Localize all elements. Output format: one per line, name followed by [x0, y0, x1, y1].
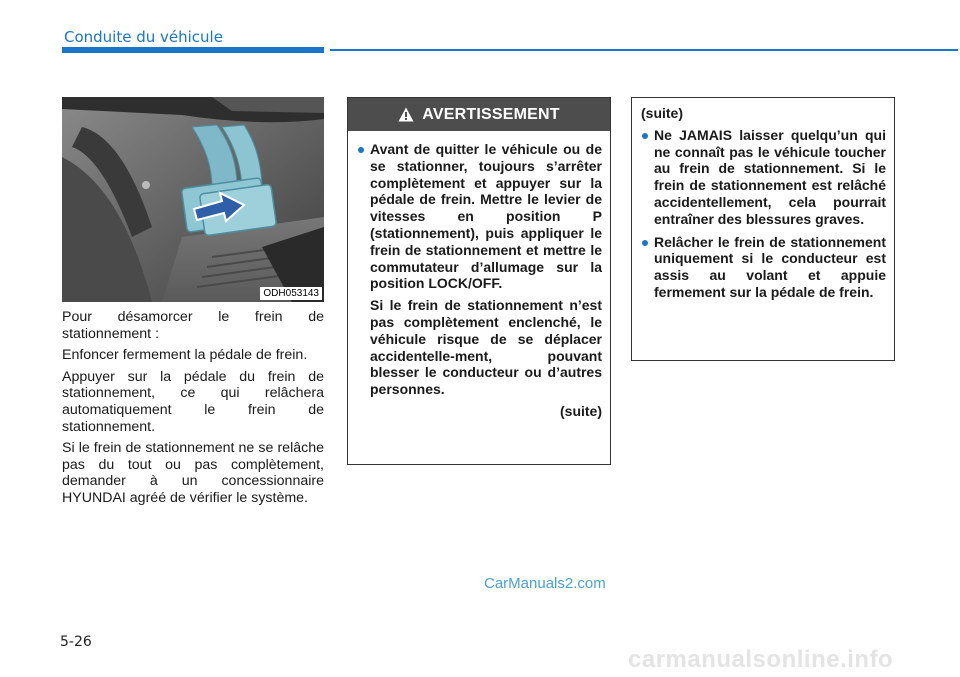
- warning-paragraph: Si le frein de stationnement n’est pas complètement enclenché, le véhicule risque de se déplacer accidentelle-ment, pouvant blesser le conducteur ou d’autres personnes.: [370, 297, 602, 398]
- header-rule-thin: [330, 49, 958, 51]
- parking-brake-pedal-illustration: [62, 97, 324, 302]
- warning-bullet: Avant de quitter le véhicule ou de se stationner, toujours s’arrêter complètement et appuyer sur la pédale de frein. Mettre le levier de vitesses en position P (stationnement), puis appliquer le frein de stationnement et mettre le commutateur d’allumage sur la position LOCK/OFF.: [357, 141, 602, 292]
- warning-triangle-icon: [398, 107, 414, 122]
- footer-watermark: carmanualsonline.info: [628, 646, 894, 673]
- paragraph: Enfoncer fermement la pédale de frein.: [62, 347, 308, 364]
- warning-header: [348, 98, 610, 131]
- parking-brake-photo: [62, 97, 324, 302]
- watermark-link[interactable]: CarManuals2.com: [484, 575, 606, 592]
- warning-continued-box: [631, 97, 895, 361]
- continued-bullet: Ne JAMAIS laisser quelqu’un qui ne connaît pas le véhicule toucher au frein de stationnement. Si le frein de stationnement est relâché accidentellement, cela pourrait entraîner des blessures graves.: [641, 127, 886, 228]
- paragraph: Pour désamorcer le frein de stationnement :: [62, 309, 324, 342]
- header-rule-thick: [62, 47, 324, 53]
- figure-code: ODH053143: [260, 287, 322, 300]
- paragraph: Appuyer sur la pédale du frein de stationnement, ce qui relâchera automatiquement le frein de stationnement.: [62, 368, 324, 435]
- section-title: Conduite du véhicule: [64, 28, 223, 46]
- warning-body: [348, 131, 610, 420]
- warning-title: AVERTISSEMENT: [422, 105, 560, 123]
- warning-box: [347, 97, 611, 465]
- continued-heading: (suite): [641, 105, 683, 121]
- continued-body: [632, 98, 894, 301]
- left-column-text: [62, 309, 324, 512]
- page-number: 5-26: [60, 634, 92, 650]
- continued-label: (suite): [560, 402, 602, 419]
- paragraph: Si le frein de stationnement ne se relâche pas du tout ou pas complètement, demander à un concessionnaire HYUNDAI agréé de vérifier le système.: [62, 440, 324, 506]
- continued-bullet: Relâcher le frein de stationnement uniquement si le conducteur est assis au volant et appuie fermement sur la pédale de frein.: [641, 234, 886, 301]
